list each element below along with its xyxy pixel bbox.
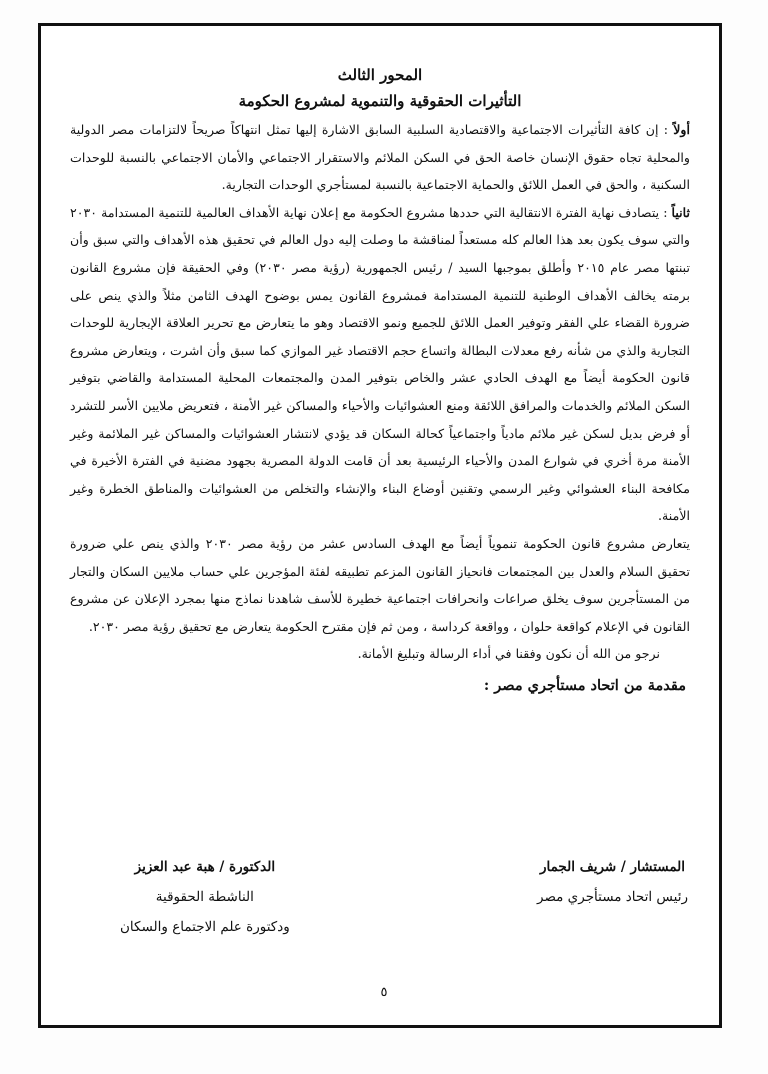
- paragraph-lead: أولاً: [673, 122, 690, 137]
- signatory-title: رئيس اتحاد مستأجري مصر: [537, 889, 688, 905]
- signatory-name: المستشار / شريف الجمار: [540, 859, 685, 875]
- signatory-right: [537, 852, 688, 912]
- document-body: [70, 62, 690, 701]
- section-title: التأثيرات الحقوقية والتنموية لمشروع الحكومة: [238, 92, 522, 110]
- signatory-name: الدكتورة / هبة عبد العزيز: [134, 859, 276, 875]
- paragraph-text: : يتصادف نهاية الفترة الانتقالية التي حددها مشروع الحكومة مع إعلان نهاية الأهداف العالمية للتنمية المستدامة ٢٠٣٠ والتي سوف يكون بعد هذا العالم كله مستعداً لمناقشة ما وصلت إليه دول العالم في تحقيق هذه الأهداف والتي سبق وأن تبنتها مصر عام ٢٠١٥ وأطلق بموجبها السيد / رئيس الجمهورية (رؤية مصر ٢٠٣٠) وفي الحقيقة فإن مشروع القانون برمته يخالف الأهداف الوطنية للتنمية المستدامة فمشروع القانون يمس بوضوح الهدف الثامن مثلاً والذي ينص على ضرورة القضاء علي الفقر وتوفير العمل اللائق للجميع ونمو الاقتصاد وهو ما يتعارض مع تحرير العلاقة الإيجارية للوحدات التجارية والذي من شأنه رفع معدلات البطالة واتساع حجم الاقتصاد غير الموازي كما سبق وأن اشرت ، ويتعارض مشروع قانون الحكومة أيضاً مع الهدف الحادي عشر والخاص بتوفير المدن والمجتمعات المحلية المستدامة والقاضي بتوفير السكن الملائم والخدمات والمرافق اللائقة ومنع العشوائيات والأحياء والمساكن غير الأمنة ، فتعريض ملايين الأسر للتشرد أو فرض بديل لسكن غير ملائم مادياً واجتماعياً كحالة السكان قد يؤدي لانتشار العشوائيات والمساكن غير الملائمة وغير الأمنة مرة أخري في شوارع المدن والأحياء الرئيسية بعد أن قامت الدولة المصرية بجهود مضنية في الفترة الأخيرة في مكافحة البناء العشوائي وغير الرسمي وتقنين أوضاع البناء والإنشاء والتخلص من العشوائيات والمناطق الخطرة وغير الأمنة.: [70, 204, 690, 524]
- closing-line: نرجو من الله أن نكون وفقنا في أداء الرسالة وتبليغ الأمانة.: [357, 646, 660, 662]
- paragraph-third: [70, 530, 690, 640]
- axis-heading: المحور الثالث: [337, 66, 423, 84]
- paragraph-second: [70, 199, 690, 530]
- paragraph-text: : إن كافة التأثيرات الاجتماعية والاقتصادية السلبية السابق الاشارة إليها تمثل انتهاكاً صريحاً لالتزامات مصر الدولية والمحلية تجاه حقوق الإنسان خاصة الحق في السكن الملائم والاستقرار الاجتماعي والأمان الاجتماعي بالنسبة للوحدات السكنية ، والحق في العمل اللائق والحماية الاجتماعية بالنسبة لمستأجري الوحدات التجارية.: [70, 122, 690, 193]
- paragraph-lead: ثانياً: [671, 204, 690, 220]
- paragraph-first: [70, 116, 690, 199]
- signatory-title-secondary: ودكتورة علم الاجتماع والسكان: [120, 919, 290, 935]
- paragraph-text: يتعارض مشروع قانون الحكومة تنموياً أيضاً مع الهدف السادس عشر من رؤية مصر ٢٠٣٠ والذي ينص علي ضرورة تحقيق السلام والعدل بين المجتمعات فانحياز القانون المزعم تطبيقه لفئة المؤجرين علي حساب ملايين السكان والتجار من المستأجرين سوف يخلق صراعات وانحرافات اجتماعية خطيرة للأسف شاهدنا نماذج منها بمجرد الإعلان عن مشروع القانون في الإعلام كواقعة حلوان ، وواقعة كرداسة ، ومن ثم فإن مقترح الحكومة يتعارض مع تحقيق رؤية مصر ٢٠٣٠.: [70, 535, 690, 634]
- signatory-title: الناشطة الحقوقية: [155, 889, 254, 905]
- presented-by: مقدمة من اتحاد مستأجري مصر :: [483, 677, 686, 695]
- page-number: ٥: [380, 985, 388, 1000]
- signatory-left: [120, 852, 290, 942]
